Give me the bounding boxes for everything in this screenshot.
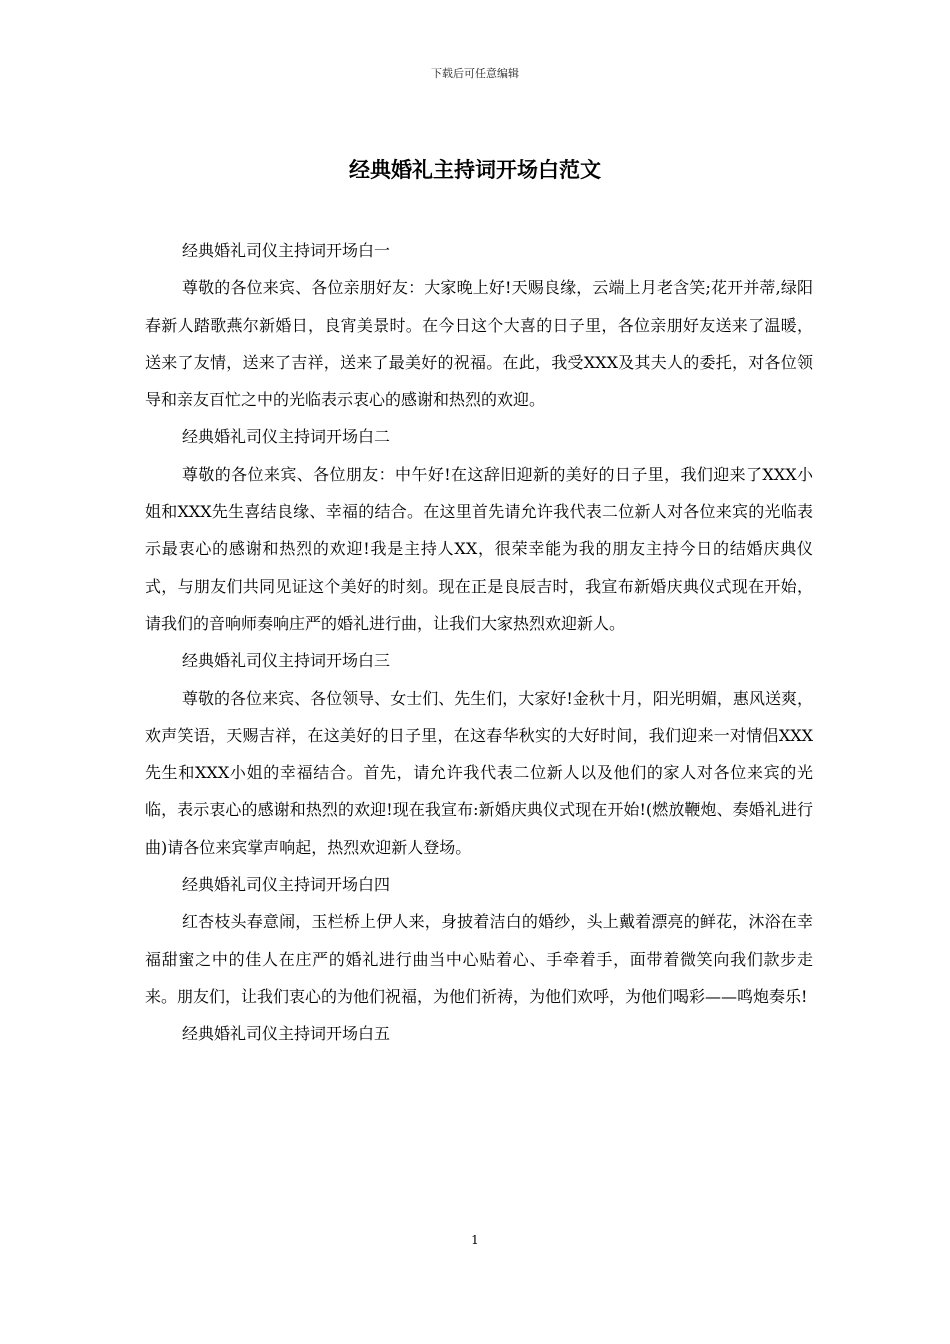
section-heading-2: 经典婚礼司仪主持词开场白二 <box>182 427 391 447</box>
document-body <box>145 232 813 1053</box>
document-title: 经典婚礼主持词开场白范文 <box>349 157 601 182</box>
section-heading-4: 经典婚礼司仪主持词开场白四 <box>182 875 391 895</box>
section-heading-3: 经典婚礼司仪主持词开场白三 <box>182 651 391 671</box>
section-paragraph-4: 红杏枝头春意闹，玉栏桥上伊人来，身披着洁白的婚纱，头上戴着漂亮的鲜花，沐浴在幸福甜蜜之中的佳人在庄严的婚礼进行曲当中心贴着心、手牵着手，面带着微笑向我们款步走来。朋友们，让我们衷心的为他们祝福，为他们祈祷，为他们欢呼，为他们喝彩——鸣炮奏乐! <box>145 912 813 1006</box>
section-paragraph-2: 尊敬的各位来宾、各位朋友：中午好!在这辞旧迎新的美好的日子里，我们迎来了XXX小姐和XXX先生喜结良缘、幸福的结合。在这里首先请允许我代表二位新人对各位来宾的光临表示最衷心的感谢和热烈的欢迎!我是主持人XX，很荣幸能为我的朋友主持今日的结婚庆典仪式，与朋友们共同见证这个美好的时刻。现在正是良辰吉时，我宣布新婚庆典仪式现在开始，请我们的音响师奏响庄严的婚礼进行曲，让我们大家热烈欢迎新人。 <box>145 464 813 633</box>
page-number: 1 <box>471 1233 479 1247</box>
section-paragraph-3: 尊敬的各位来宾、各位领导、女士们、先生们，大家好!金秋十月，阳光明媚，惠风送爽，欢声笑语，天赐吉祥，在这美好的日子里，在这春华秋实的大好时间，我们迎来一对情侣XXX先生和XXX小姐的幸福结合。首先，请允许我代表二位新人以及他们的家人对各位来宾的光临，表示衷心的感谢和热烈的欢迎!现在我宣布:新婚庆典仪式现在开始!(燃放鞭炮、奏婚礼进行曲)请各位来宾掌声响起，热烈欢迎新人登场。 <box>145 688 813 857</box>
section-heading-1: 经典婚礼司仪主持词开场白一 <box>182 241 391 260</box>
header-note: 下载后可任意编辑 <box>431 67 519 80</box>
section-heading-5: 经典婚礼司仪主持词开场白五 <box>182 1024 391 1044</box>
section-paragraph-1: 尊敬的各位来宾、各位亲朋好友：大家晚上好!天赐良缘，云端上月老含笑;花开并蒂,绿阳春新人踏歌燕尔新婚日，良宵美景时。在今日这个大喜的日子里，各位亲朋好友送来了温暖，送来了友情，送来了吉祥，送来了最美好的祝福。在此，我受XXX及其夫人的委托，对各位领导和亲友百忙之中的光临表示衷心的感谢和热烈的欢迎。 <box>145 278 813 410</box>
